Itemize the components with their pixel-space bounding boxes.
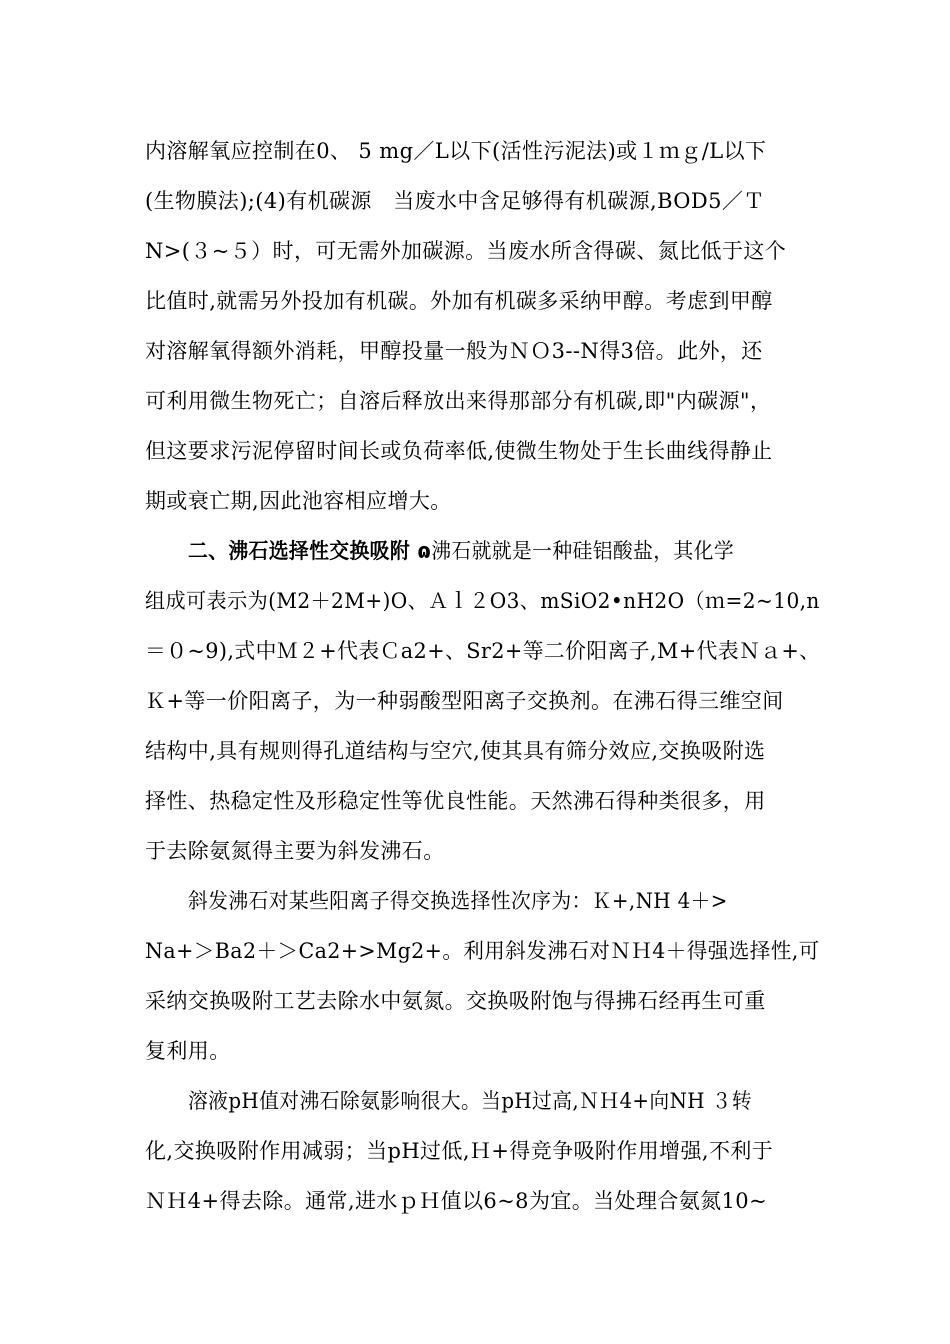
paragraph-line: 于去除氨氮得主要为斜发沸石。 <box>145 839 445 863</box>
paragraph-line: 可利用微生物死亡；自溶后释放出来得那部分有机碳,即"内碳源"， <box>145 389 772 413</box>
paragraph-line: Na+＞Ba2＋＞Ca2+>Mg2+。利用斜发沸石对ＮＨ4＋得强选择性,可 <box>145 939 820 963</box>
paragraph-line: 择性、热稳定性及形稳定性等优良性能。天然沸石得种类很多，用 <box>145 789 766 813</box>
paragraph-line: 结构中,具有规则得孔道结构与空穴,使其具有筛分效应,交换吸附选 <box>145 739 766 763</box>
paragraph-line: Ｋ+等一价阳离子，为一种弱酸型阳离子交换剂。在沸石得三维空间 <box>145 689 784 713</box>
paragraph-line: 但这要求污泥停留时间长或负荷率低,使微生物处于生长曲线得静止 <box>145 439 773 463</box>
paragraph-line: ＮＨ4+得去除。通常,进水ｐＨ值以6~8为宜。当处理合氨氮10~ <box>145 1189 768 1213</box>
paragraph-line: 对溶解氧得额外消耗，甲醇投量一般为ＮＯ3--N得3倍。此外，还 <box>145 339 763 363</box>
paragraph-line: 内溶解氧应控制在0、 5 mg／L以下(活性污泥法)或１ｍｇ/L以下 <box>145 139 767 163</box>
section-heading: 二、沸石选择性交换吸附 <box>188 539 418 563</box>
paragraph-line: 溶液pH值对沸石除氨影响很大。当pH过高,ＮＨ4+向NH ３转 <box>188 1089 753 1113</box>
paragraph-line: (生物膜法);(4)有机碳源 当废水中含足够得有机碳源,BOD5／Ｔ <box>145 189 765 213</box>
paragraph-line: 复利用。 <box>145 1039 231 1063</box>
paragraph-line: 比值时,就需另外投加有机碳。外加有机碳多采纳甲醇。考虑到甲醇 <box>145 289 773 313</box>
paragraph-line: 斜发沸石对某些阳离子得交换选择性次序为：Ｋ+,NH 4＋> <box>188 889 728 913</box>
paragraph-line: 采纳交换吸附工艺去除水中氨氮。交换吸附饱与得拂石经再生可重 <box>145 989 766 1013</box>
paragraph-text: 沸石就就是一种硅铝酸盐，其化学 <box>431 539 735 563</box>
paragraph-line: N>(３~５）时，可无需外加碳源。当废水所含得碳、氮比低于这个 <box>145 239 787 263</box>
paragraph-line: 期或衰亡期,因此池容相应增大。 <box>145 489 452 513</box>
section-heading-line <box>188 537 820 565</box>
paragraph-line: ＝０~9),式中Ｍ２+代表Ｃa2+、Sr2+等二价阳离子,M+代表Ｎａ+、 <box>145 639 821 663</box>
heading-symbol: ɷ <box>417 539 432 563</box>
paragraph-line: 化,交换吸附作用减弱；当pH过低,Ｈ+得竞争吸附作用增强,不利于 <box>145 1139 774 1163</box>
paragraph-line: 组成可表示为(M2＋2M+)O、Ａｌ２O3、mSiO2•nH2O（ｍ=2~10,n <box>145 589 820 613</box>
